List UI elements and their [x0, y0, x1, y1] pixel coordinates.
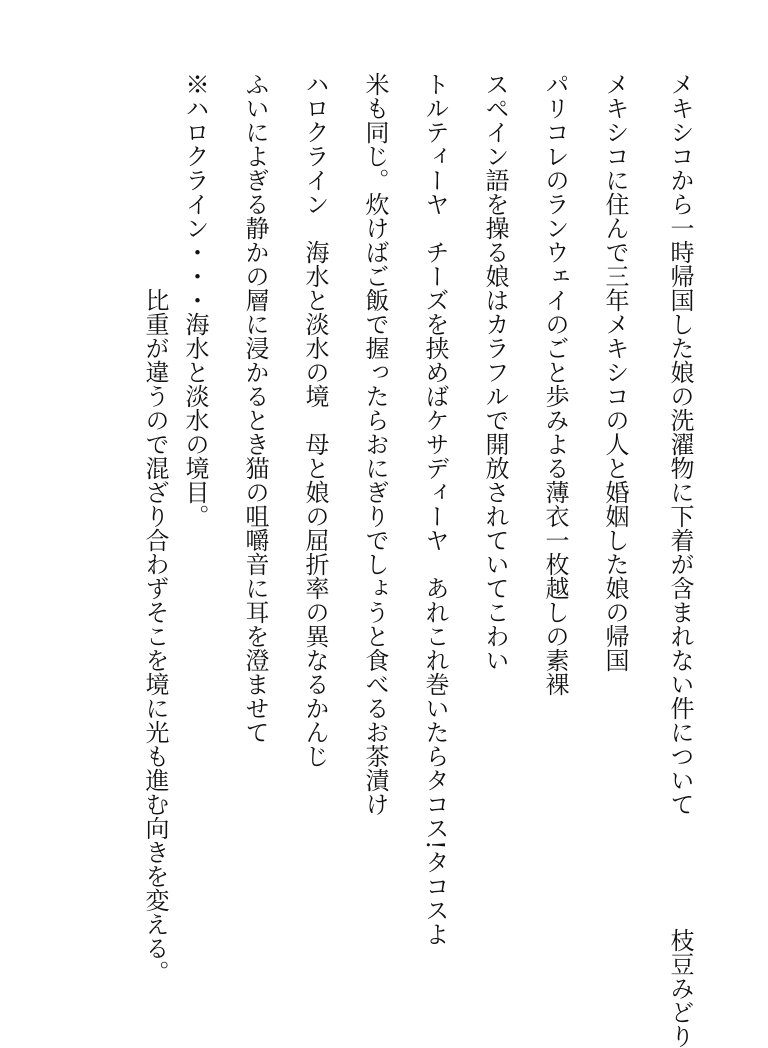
poem-line-4: トルティーヤ チーズを挟めばケサディーヤ あれこれ巻いたらタコス!タコスよ — [421, 72, 449, 946]
vertical-text-block — [139, 72, 696, 1048]
author-name: 枝豆みどり — [666, 928, 694, 1048]
poem-line-5: 米も同じ。炊けばご飯で握ったらおにぎりでしょうと食べるお茶漬け — [361, 72, 389, 816]
note-line-2: 比重が違うので混ざり合わずそこを境に光も進む向きを変える。 — [141, 288, 169, 984]
poem-line-2: パリコレのランウェイのごと歩みよる薄衣一枚越しの素裸 — [541, 72, 569, 696]
poem-line-3: スペイン語を操る娘はカラフルで開放されていてこわい — [481, 72, 509, 672]
poem-line-1: メキシコに住んで三年メキシコの人と婚姻した娘の帰国 — [601, 72, 629, 672]
note-line-1: ※ハロクライン・・・海水と淡水の境目。 — [181, 72, 209, 528]
poem-line-7: ふいによぎる静かの層に浸かるとき猫の咀嚼音に耳を澄ませて — [241, 72, 269, 744]
poem-line-6: ハロクライン 海水と淡水の境 母と娘の屈折率の異なるかんじ — [301, 72, 329, 768]
document-title: メキシコから一時帰国した娘の洗濯物に下着が含まれない件について — [666, 72, 694, 816]
title-line — [664, 72, 696, 1048]
